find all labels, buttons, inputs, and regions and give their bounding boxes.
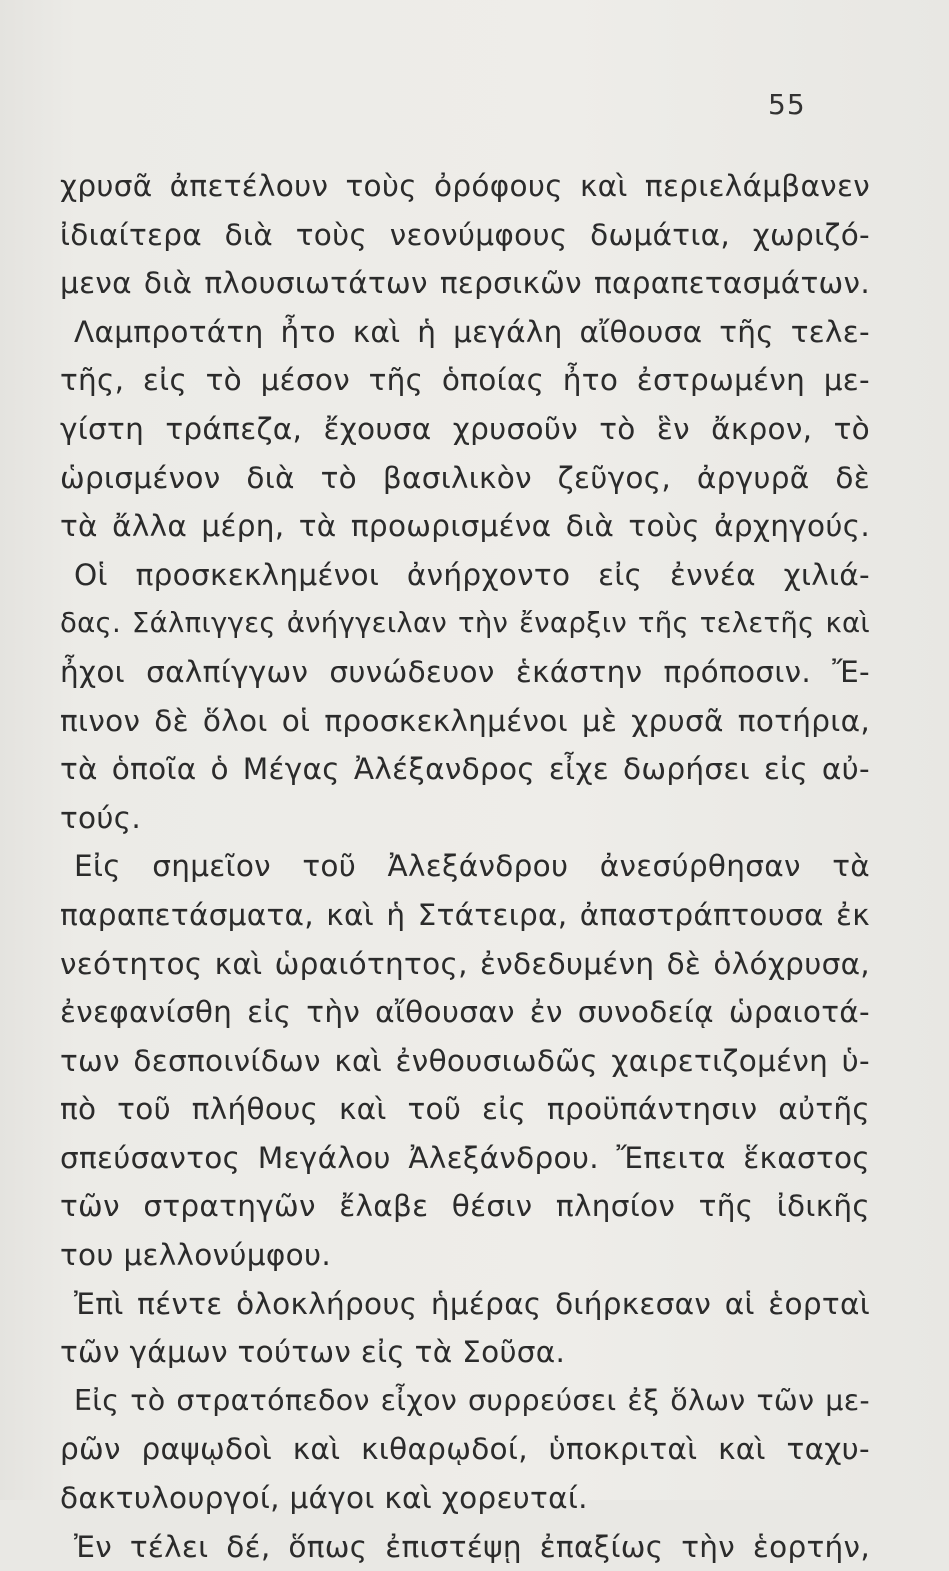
text-line: ἐνεφανίσθη εἰς τὴν αἴθουσαν ἐν συνοδείᾳ ὡραιοτά- bbox=[60, 995, 870, 1030]
text-line: Ἐπὶ πέντε ὁλοκλήρους ἡμέρας διήρκεσαν αἱ ἑορταὶ bbox=[74, 1286, 870, 1321]
text-line: δας. Σάλπιγγες ἀνήγγειλαν τὴν ἔναρξιν τῆς τελετῆς καὶ bbox=[60, 607, 870, 640]
text-line: σπεύσαντος Μεγάλου Ἀλεξάνδρου. Ἔπειτα ἕκαστος bbox=[60, 1140, 870, 1175]
page-number: 55 bbox=[768, 88, 806, 121]
text-line: ἦχοι σαλπίγγων συνώδευον ἑκάστην πρόποσιν. Ἔ- bbox=[60, 654, 870, 689]
text-line: πὸ τοῦ πλήθους καὶ τοῦ εἰς προϋπάντησιν αὐτῆς bbox=[60, 1092, 870, 1127]
text-line: Λαμπροτάτη ἦτο καὶ ἡ μεγάλη αἴθουσα τῆς τελε- bbox=[74, 314, 870, 349]
body-text bbox=[60, 162, 870, 1571]
text-line: τῶν στρατηγῶν ἔλαβε θέσιν πλησίον τῆς ἰδικῆς bbox=[60, 1189, 870, 1224]
text-line: ἰδιαίτερα διὰ τοὺς νεονύμφους δωμάτια, χωριζό- bbox=[60, 217, 870, 252]
text-line: τούς. bbox=[60, 800, 142, 835]
text-line: τὰ ὁποῖα ὁ Μέγας Ἀλέξανδρος εἶχε δωρήσει εἰς αὐ- bbox=[60, 752, 870, 787]
text-line: Εἰς τὸ στρατόπεδον εἶχον συρρεύσει ἐξ ὅλων τῶν με- bbox=[74, 1383, 870, 1417]
text-line: τῶν γάμων τούτων εἰς τὰ Σοῦσα. bbox=[60, 1335, 566, 1370]
text-line: δακτυλουργοί, μάγοι καὶ χορευταί. bbox=[60, 1481, 588, 1516]
text-line: Ἐν τέλει δέ, ὅπως ἐπιστέψῃ ἐπαξίως τὴν ἑορτήν, bbox=[74, 1529, 870, 1564]
text-line: τῆς, εἰς τὸ μέσον τῆς ὁποίας ἦτο ἐστρωμένη με- bbox=[60, 363, 870, 398]
text-line: πινον δὲ ὅλοι οἱ προσκεκλημένοι μὲ χρυσᾶ ποτήρια, bbox=[60, 703, 870, 738]
text-line: γίστη τράπεζα, ἔχουσα χρυσοῦν τὸ ἓν ἄκρον, τὸ bbox=[60, 411, 870, 446]
text-line: παραπετάσματα, καὶ ἡ Στάτειρα, ἀπαστράπτουσα ἐκ bbox=[60, 897, 870, 932]
text-line: χρυσᾶ ἀπετέλουν τοὺς ὀρόφους καὶ περιελάμβανεν bbox=[60, 169, 870, 203]
text-line: ρῶν ραψῳδοὶ καὶ κιθαρῳδοί, ὑποκριταὶ καὶ ταχυ- bbox=[60, 1432, 870, 1467]
text-line: ὡρισμένον διὰ τὸ βασιλικὸν ζεῦγος, ἀργυρᾶ δὲ bbox=[60, 460, 870, 495]
text-line: Εἰς σημεῖον τοῦ Ἀλεξάνδρου ἀνεσύρθησαν τὰ bbox=[74, 849, 870, 884]
text-line: μενα διὰ πλουσιωτάτων περσικῶν παραπετασμάτων. bbox=[60, 266, 870, 301]
text-line: νεότητος καὶ ὡραιότητος, ἐνδεδυμένη δὲ ὁλόχρυσα, bbox=[60, 946, 870, 981]
text-line: Οἱ προσκεκλημένοι ἀνήρχοντο εἰς ἐννέα χιλιά- bbox=[74, 557, 870, 592]
text-line: τὰ ἄλλα μέρη, τὰ προωρισμένα διὰ τοὺς ἀρχηγούς. bbox=[60, 509, 870, 544]
text-line: του μελλονύμφου. bbox=[60, 1238, 332, 1273]
text-line: των δεσποινίδων καὶ ἐνθουσιωδῶς χαιρετιζομένη ὑ- bbox=[60, 1043, 870, 1078]
